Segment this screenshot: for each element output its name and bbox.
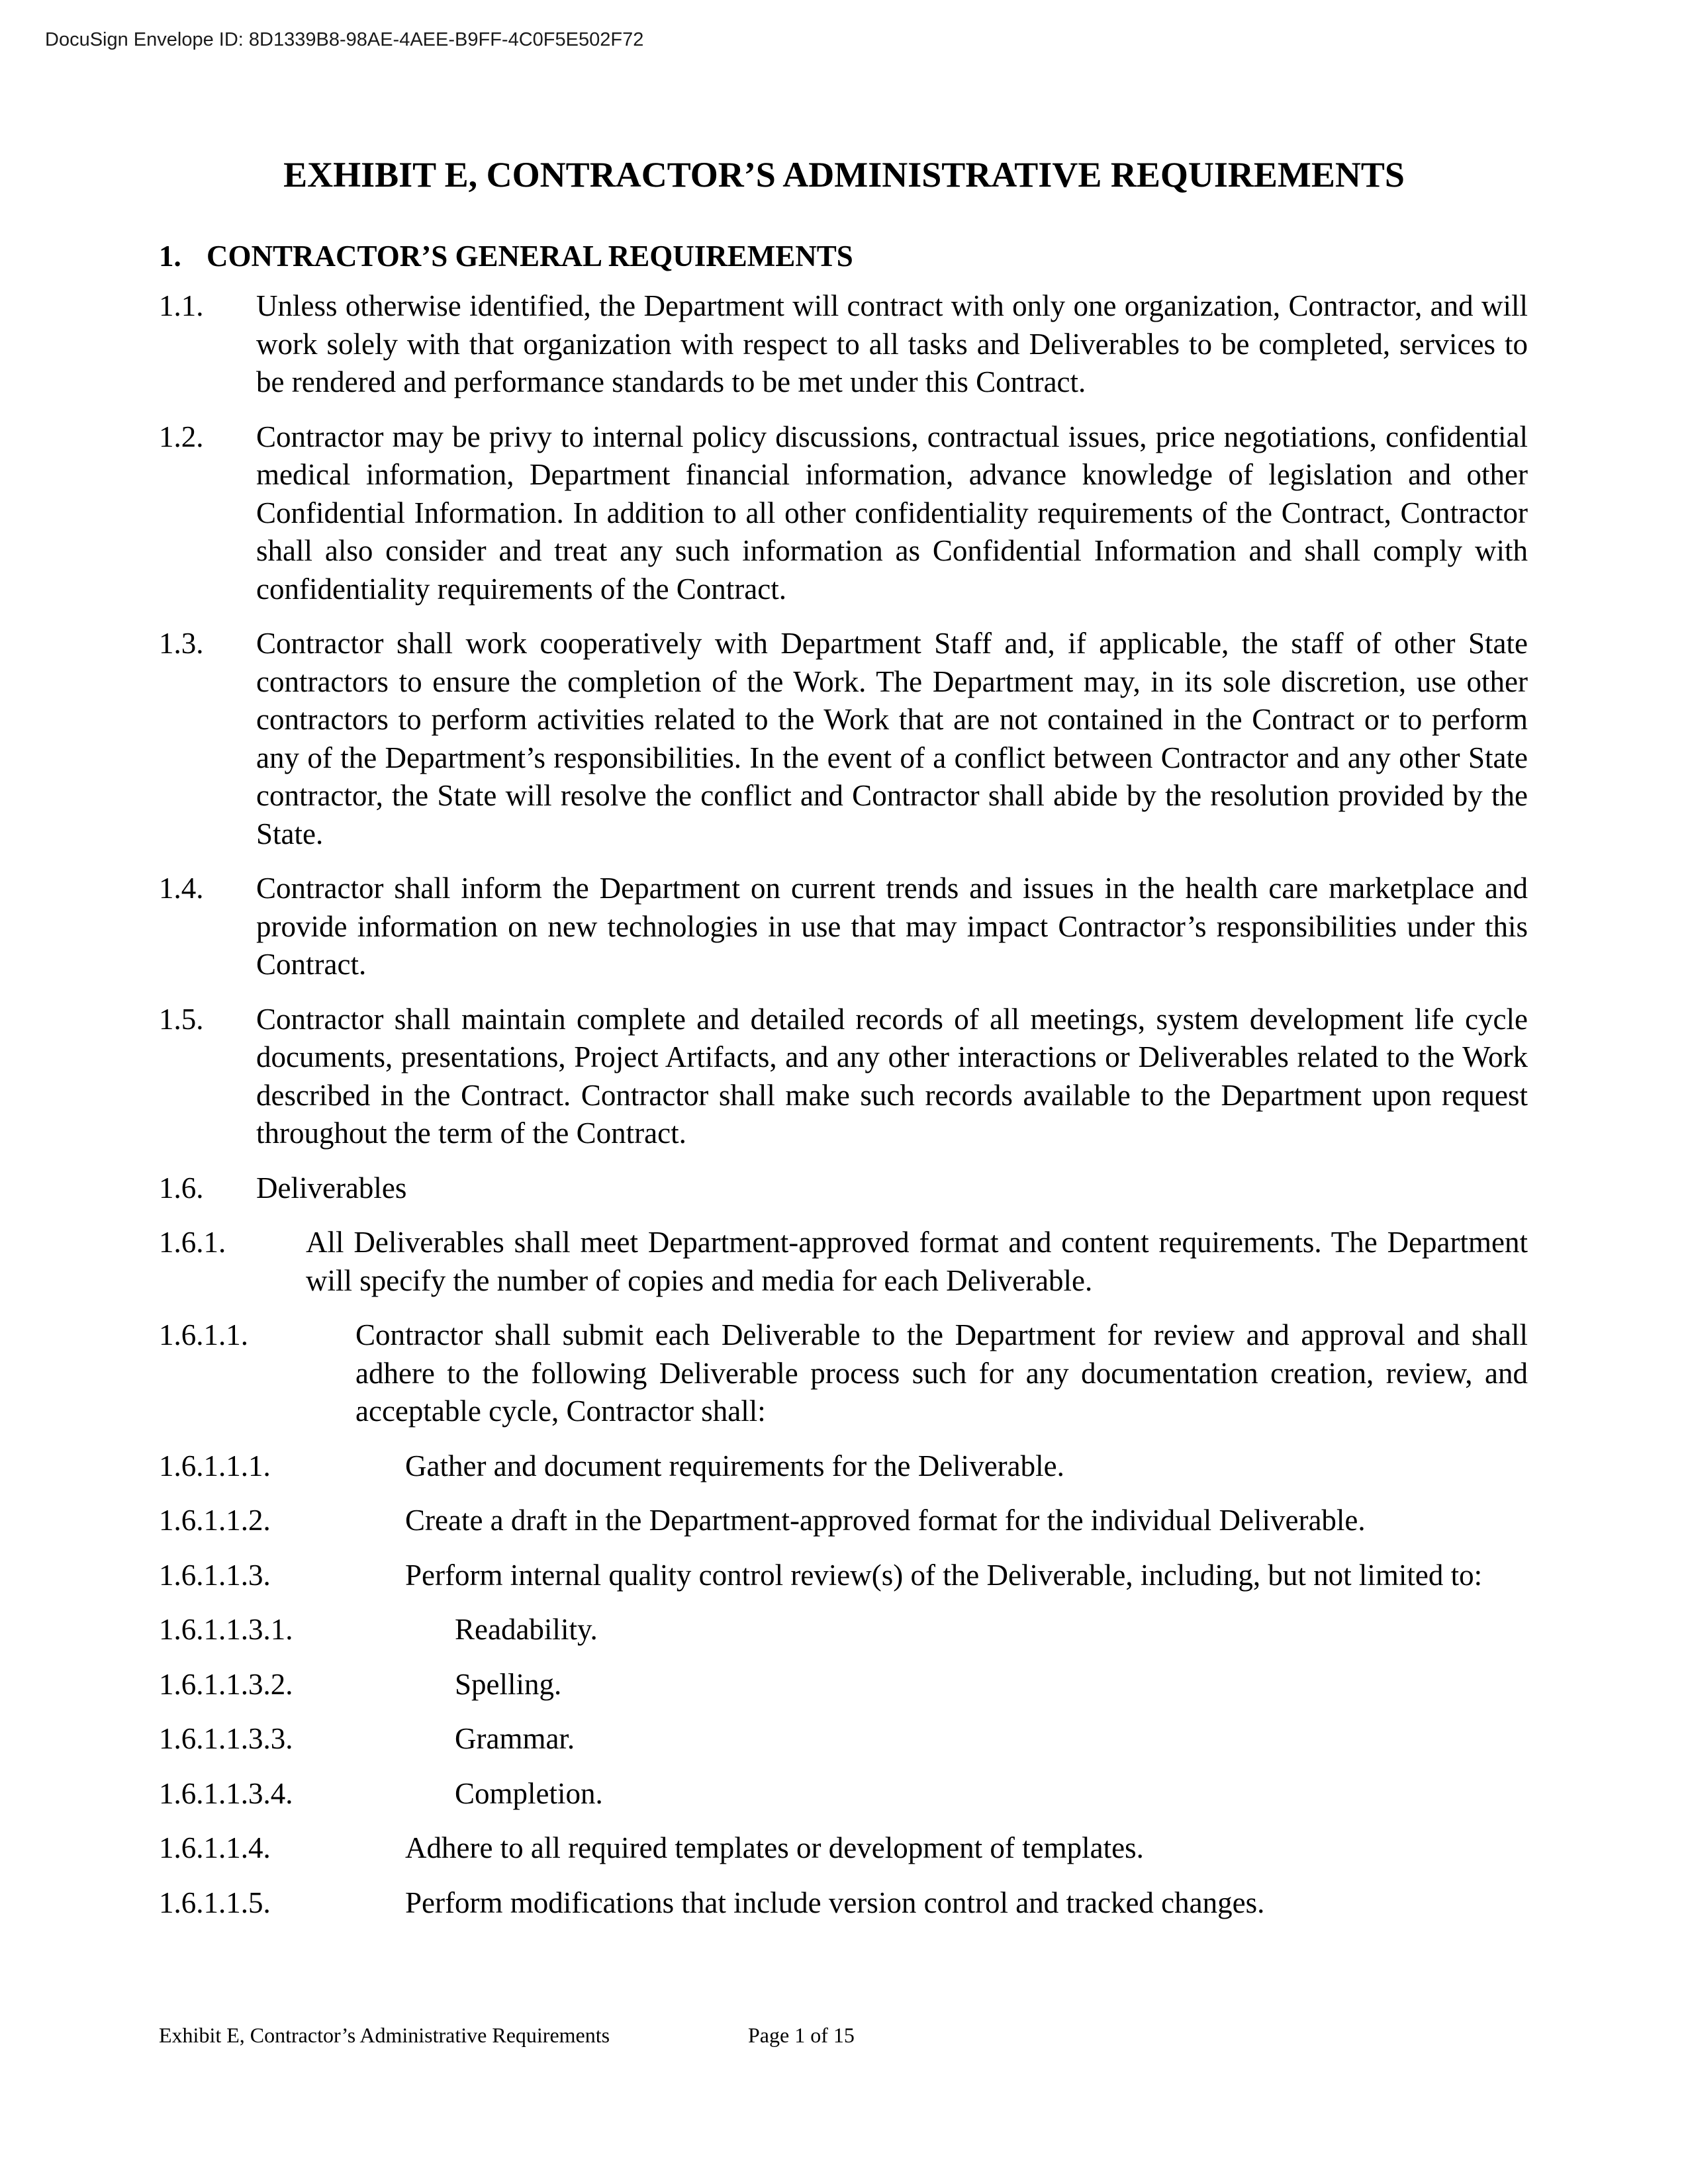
- clause-number: 1.6.1.1.5.: [159, 1886, 271, 1919]
- clause-text: Perform internal quality control review(s) of the Deliverable, including, but not limited to:: [405, 1558, 1483, 1592]
- clause-number: 1.4.: [159, 872, 204, 905]
- clause-number: 1.6.1.1.2.: [159, 1504, 271, 1537]
- clause: [159, 1611, 1528, 1649]
- clause-number: 1.5.: [159, 1002, 204, 1036]
- envelope-id: DocuSign Envelope ID: 8D1339B8-98AE-4AEE-B9FF-4C0F5E502F72: [45, 29, 644, 50]
- footer-page-number: Page 1 of 15: [748, 2023, 855, 2047]
- clause: [159, 625, 1528, 853]
- section-number: 1.: [159, 240, 181, 273]
- clause: [159, 1224, 1528, 1300]
- clause: [159, 1775, 1528, 1813]
- clause-number: 1.6.1.1.1.: [159, 1449, 271, 1482]
- section-heading: [159, 238, 853, 274]
- clause: [159, 1829, 1528, 1868]
- clause-text: Contractor shall maintain complete and detailed records of all meetings, system development life cycle documents, presentations, Project Artifacts, and any other interactions or Deliverables related to the Work described in the Contract. Contractor shall make such records available to the Department upon request throughout the term of the Contract.: [256, 1002, 1528, 1150]
- clause-number: 1.6.1.1.3.1.: [159, 1613, 293, 1646]
- clause-text: Spelling.: [455, 1667, 562, 1701]
- clause-text: Contractor may be privy to internal policy discussions, contractual issues, price negotiations, confidential medical information, Department financial information, advance knowledge of legislation and other Confidential Information. In addition to all other confidentiality requirements of the Contract, Contractor shall also consider and treat any such information as Confidential Information and shall comply with confidentiality requirements of the Contract.: [256, 420, 1528, 606]
- clause: [159, 1001, 1528, 1153]
- clause-text: Contractor shall submit each Deliverable to the Department for review and approval and shall adhere to the following Deliverable process such for any documentation creation, review, and acceptable cycle, Contractor shall:: [355, 1318, 1528, 1428]
- clause: [159, 287, 1528, 402]
- clause: [159, 870, 1528, 984]
- clause-text: Readability.: [455, 1613, 598, 1646]
- clause-text: Unless otherwise identified, the Department will contract with only one organization, Contractor, and will work solely with that organization with respect to all tasks and Deliverables to be completed, services to be rendered and performance standards to be met under this Contract.: [256, 289, 1528, 398]
- clause: [159, 1884, 1528, 1923]
- clause-text: Adhere to all required templates or development of templates.: [405, 1831, 1144, 1864]
- clause-text: Completion.: [455, 1776, 603, 1810]
- clause-number: 1.6.1.1.: [159, 1318, 248, 1351]
- clause: [159, 1169, 1528, 1208]
- clause-number: 1.6.1.1.3.3.: [159, 1722, 293, 1755]
- clause: [159, 1720, 1528, 1758]
- clause-number: 1.6.: [159, 1171, 204, 1205]
- clause-number: 1.6.1.1.3.4.: [159, 1776, 293, 1810]
- clause-text: Contractor shall inform the Department on current trends and issues in the health care marketplace and provide information on new technologies in use that may impact Contractor’s responsibilities under this Contract.: [256, 872, 1528, 981]
- clause: [159, 1316, 1528, 1431]
- clause: [159, 1557, 1528, 1595]
- clause-text: Perform modifications that include version control and tracked changes.: [405, 1886, 1265, 1919]
- clause-number: 1.6.1.: [159, 1226, 226, 1259]
- document-body: [159, 287, 1528, 1938]
- clause-number: 1.3.: [159, 627, 204, 660]
- clause-number: 1.6.1.1.4.: [159, 1831, 271, 1864]
- clause: [159, 1502, 1528, 1540]
- clause-text: Grammar.: [455, 1722, 575, 1755]
- clause-text: Deliverables: [256, 1171, 407, 1205]
- clause: [159, 418, 1528, 609]
- clause-number: 1.2.: [159, 420, 204, 453]
- footer-document-name: Exhibit E, Contractor’s Administrative Requirements: [159, 2023, 610, 2047]
- document-title: EXHIBIT E, CONTRACTOR’S ADMINISTRATIVE REQUIREMENTS: [283, 155, 1405, 195]
- clause: [159, 1666, 1528, 1704]
- clause-number: 1.6.1.1.3.2.: [159, 1667, 293, 1701]
- clause-number: 1.1.: [159, 289, 204, 322]
- clause-number: 1.6.1.1.3.: [159, 1558, 271, 1592]
- section-heading-text: CONTRACTOR’S GENERAL REQUIREMENTS: [207, 240, 853, 273]
- clause-text: Contractor shall work cooperatively with Department Staff and, if applicable, the staff of other State contractors to ensure the completion of the Work. The Department may, in its sole discretion, use other contractors to perform activities related to the Work that are not contained in the Contract or to perform any of the Department’s responsibilities. In the event of a conflict between Contractor and any other State contractor, the State will resolve the conflict and Contractor shall abide by the resolution provided by the State.: [256, 627, 1528, 850]
- clause: [159, 1447, 1528, 1486]
- clause-text: Create a draft in the Department-approved format for the individual Deliverable.: [405, 1504, 1366, 1537]
- clause-text: All Deliverables shall meet Department-approved format and content requirements. The Department will specify the number of copies and media for each Deliverable.: [306, 1226, 1528, 1297]
- clause-text: Gather and document requirements for the Deliverable.: [405, 1449, 1064, 1482]
